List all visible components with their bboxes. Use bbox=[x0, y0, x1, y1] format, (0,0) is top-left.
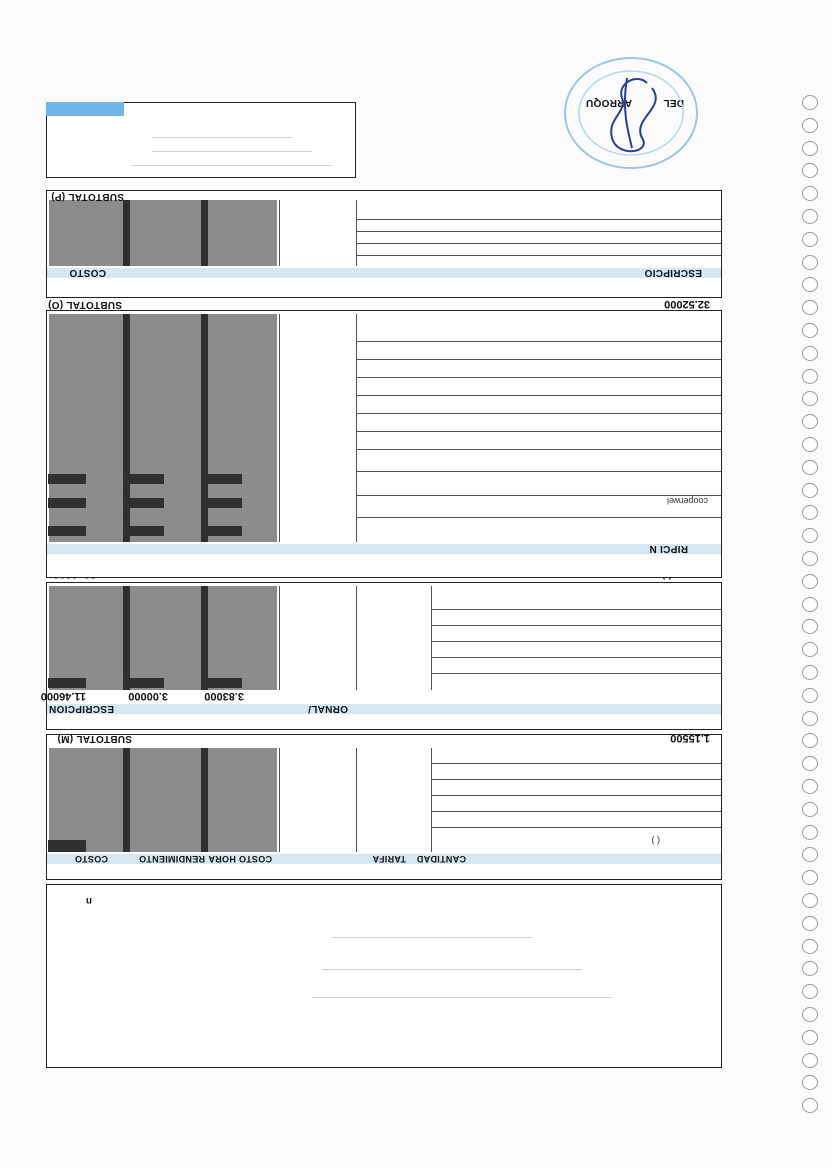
o-row-text: cooperwel bbox=[666, 496, 708, 506]
binding-hole bbox=[802, 756, 818, 771]
section-o-header-band bbox=[47, 544, 721, 554]
m-col-costo: COSTO bbox=[74, 854, 108, 864]
binding-hole bbox=[802, 118, 818, 133]
binding-hole bbox=[802, 232, 818, 247]
section-n-header-band bbox=[47, 704, 721, 714]
binding-hole bbox=[802, 163, 818, 178]
m-col-costo-hora: COSTO HORA bbox=[208, 854, 272, 864]
m-desc-note: ( ) bbox=[651, 836, 660, 846]
binding-hole bbox=[802, 574, 818, 589]
binding-hole bbox=[802, 277, 818, 292]
o-subtotal-label: SUBTOTAL (O) bbox=[47, 299, 122, 310]
m-subtotal-value: 1.15500 bbox=[670, 732, 710, 744]
footer-mark: n bbox=[85, 895, 92, 906]
o-subtotal-value: 32.52000 bbox=[664, 298, 710, 310]
binding-hole bbox=[802, 255, 818, 270]
p-subtotal-label: SUBTOTAL (P) bbox=[50, 191, 124, 202]
binding-hole bbox=[802, 847, 818, 862]
n-jornal-header: ORNAL/ bbox=[307, 703, 348, 714]
binding-hole bbox=[802, 1075, 818, 1090]
binding-hole bbox=[802, 460, 818, 475]
binding-hole bbox=[802, 414, 818, 429]
binding-hole bbox=[802, 141, 818, 156]
binding-hole bbox=[802, 528, 818, 543]
binding-hole bbox=[802, 779, 818, 794]
binding-hole bbox=[802, 688, 818, 703]
m-col-cantidad: CANTIDAD bbox=[416, 854, 466, 864]
binding-hole bbox=[802, 551, 818, 566]
header-tab bbox=[46, 102, 124, 116]
binding-hole bbox=[802, 505, 818, 520]
p-cost-header: COSTO bbox=[69, 267, 106, 278]
binding-hole bbox=[802, 984, 818, 999]
binding-hole bbox=[802, 961, 818, 976]
header-label-del: DEL bbox=[663, 97, 684, 108]
m-col-rendimiento: RENDIMIENTO bbox=[138, 854, 205, 864]
binding-hole bbox=[802, 1098, 818, 1113]
binding-holes bbox=[802, 0, 822, 1168]
binding-hole bbox=[802, 825, 818, 840]
n-value-3: 3.83000 bbox=[204, 690, 244, 702]
binding-hole bbox=[802, 437, 818, 452]
p-desc-header: ESCRIPCIO bbox=[644, 267, 702, 278]
binding-hole bbox=[802, 186, 818, 201]
header-label-arroqu: ARROQU bbox=[585, 97, 632, 108]
n-value-2: 3.00000 bbox=[128, 690, 168, 702]
binding-hole bbox=[802, 711, 818, 726]
m-subtotal-label: SUBTOTAL (M) bbox=[57, 733, 132, 744]
binding-hole bbox=[802, 870, 818, 885]
m-col-tarifa: TARIFA bbox=[372, 854, 406, 864]
binding-hole bbox=[802, 369, 818, 384]
n-desc-header: ESCRIPCION bbox=[48, 703, 114, 714]
n-value-1: 11.46000 bbox=[40, 690, 86, 702]
binding-hole bbox=[802, 209, 818, 224]
binding-hole bbox=[802, 391, 818, 406]
binding-hole bbox=[802, 1053, 818, 1068]
signature-mark bbox=[592, 68, 672, 168]
section-p-header-band bbox=[47, 268, 721, 278]
binding-hole bbox=[802, 300, 818, 315]
binding-hole bbox=[802, 733, 818, 748]
binding-hole bbox=[802, 619, 818, 634]
binding-hole bbox=[802, 323, 818, 338]
binding-hole bbox=[802, 939, 818, 954]
binding-hole bbox=[802, 346, 818, 361]
binding-hole bbox=[802, 1007, 818, 1022]
binding-hole bbox=[802, 642, 818, 657]
notes-box bbox=[46, 884, 722, 1068]
binding-hole bbox=[802, 483, 818, 498]
binding-hole bbox=[802, 802, 818, 817]
binding-hole bbox=[802, 1030, 818, 1045]
binding-hole bbox=[802, 916, 818, 931]
binding-hole bbox=[802, 665, 818, 680]
binding-hole bbox=[802, 893, 818, 908]
binding-hole bbox=[802, 95, 818, 110]
o-desc-header: RIPCI N bbox=[649, 543, 688, 554]
binding-hole bbox=[802, 597, 818, 612]
